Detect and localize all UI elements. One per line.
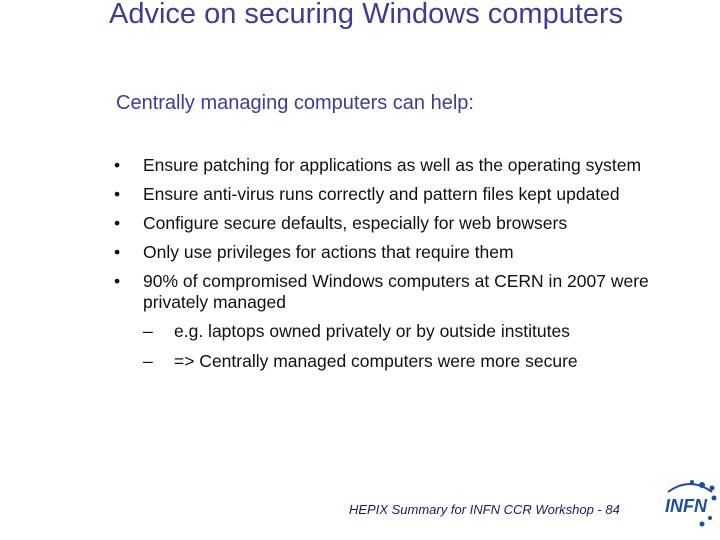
sub-bullet-text: => Centrally managed computers were more secure	[174, 351, 578, 371]
bullet-text: Only use privileges for actions that require them	[143, 242, 514, 262]
slide-subtitle: Centrally managing computers can help:	[116, 92, 474, 114]
bullet-list	[112, 155, 702, 381]
bullet-item	[112, 184, 702, 205]
sub-bullet-item	[143, 321, 702, 342]
slide-footer: HEPIX Summary for INFN CCR Workshop - 84	[349, 502, 620, 517]
bullet-text: Configure secure defaults, especially for web browsers	[143, 213, 568, 233]
bullet-marker: •	[114, 271, 121, 291]
bullet-text: Ensure anti-virus runs correctly and pattern files kept updated	[143, 184, 620, 204]
bullet-item	[112, 271, 702, 372]
bullet-marker: •	[114, 155, 121, 175]
infn-logo-icon	[662, 478, 718, 530]
sub-bullet-text: e.g. laptops owned privately or by outside institutes	[174, 321, 570, 341]
bullet-marker: •	[114, 184, 121, 204]
bullet-marker: •	[114, 242, 121, 262]
sub-bullet-list	[143, 321, 702, 372]
bullet-text: 90% of compromised Windows computers at CERN in 2007 were privately managed	[143, 271, 649, 312]
bullet-text: Ensure patching for applications as well as the operating system	[143, 155, 642, 175]
sub-bullet-marker: –	[143, 351, 153, 371]
slide-title: Advice on securing Windows computers	[109, 0, 624, 30]
logo-text: INFN	[665, 496, 707, 516]
bullet-marker: •	[114, 213, 121, 233]
bullet-item	[112, 155, 702, 176]
sub-bullet-item	[143, 351, 702, 372]
bullet-item	[112, 213, 702, 234]
bullet-item	[112, 242, 702, 263]
sub-bullet-marker: –	[143, 321, 153, 341]
